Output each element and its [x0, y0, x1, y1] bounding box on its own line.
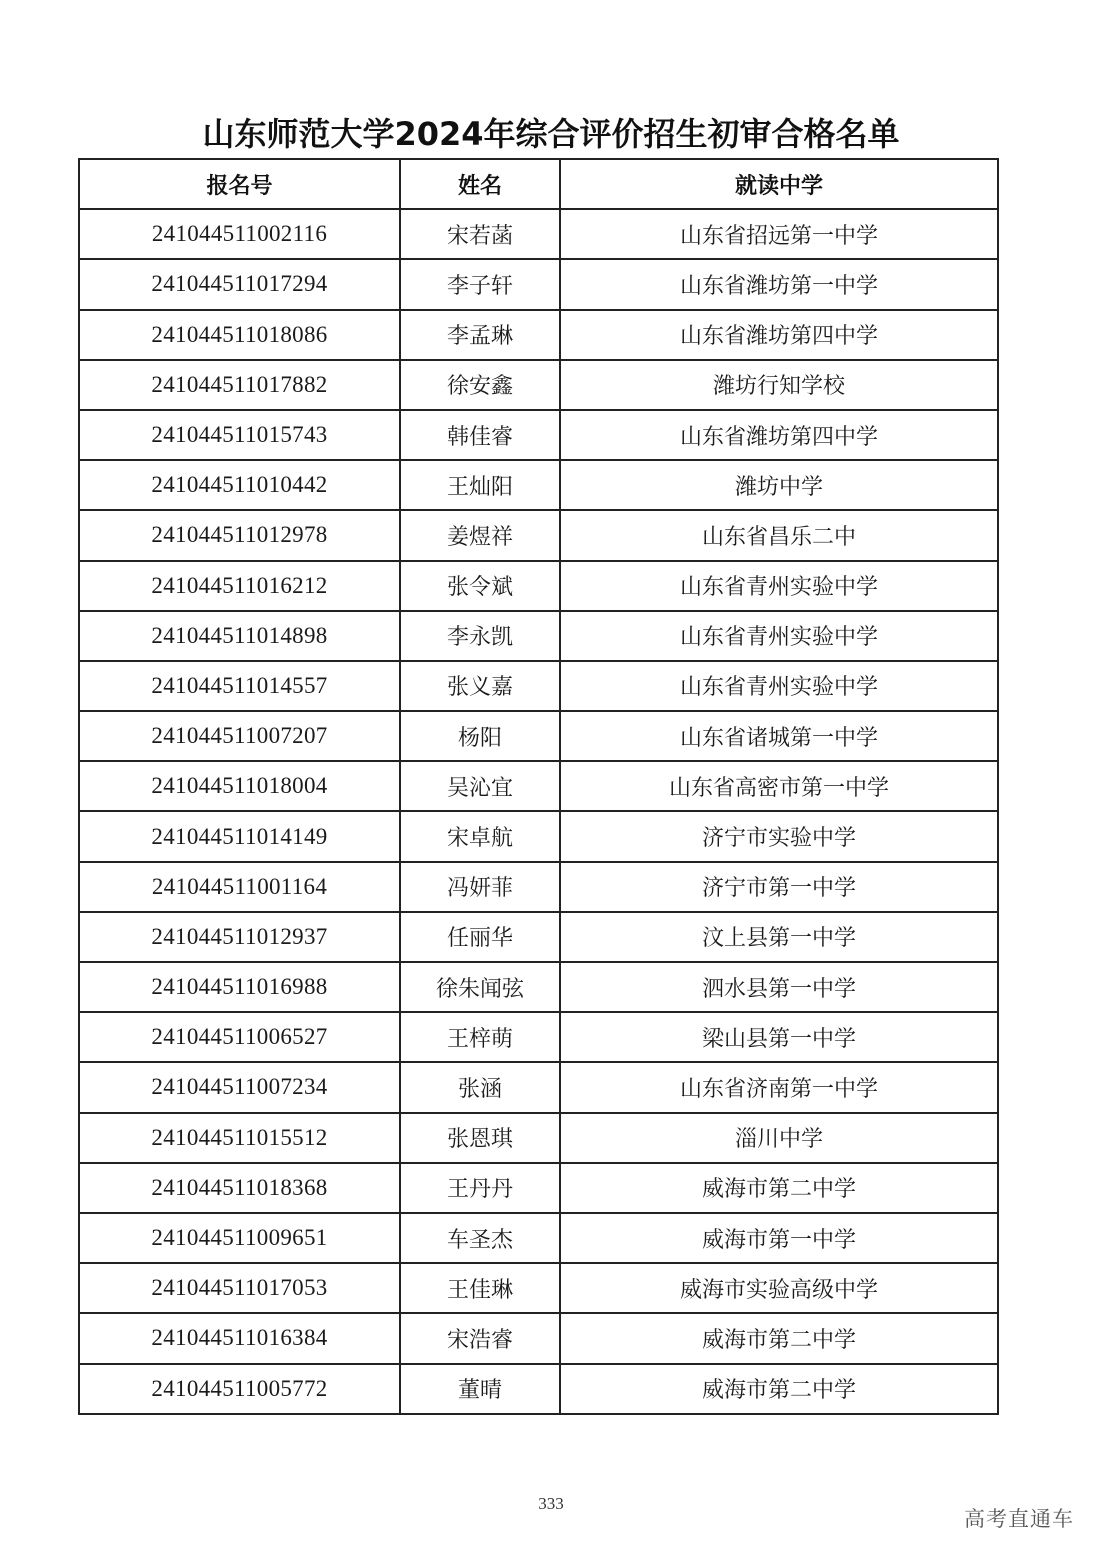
admission-list-table — [78, 158, 999, 1415]
student-name-cell: 王灿阳 — [400, 460, 560, 510]
registration-number-cell: 241044511001164 — [79, 862, 400, 912]
school-name-cell: 潍坊中学 — [560, 460, 998, 510]
table-row — [79, 1313, 998, 1363]
school-name-cell: 威海市实验高级中学 — [560, 1263, 998, 1313]
table-row — [79, 1012, 998, 1062]
registration-number-cell: 241044511002116 — [79, 209, 400, 259]
registration-number-cell: 241044511009651 — [79, 1213, 400, 1263]
student-name-cell: 董晴 — [400, 1364, 560, 1414]
table-row — [79, 259, 998, 309]
student-name-cell: 杨阳 — [400, 711, 560, 761]
registration-number-cell: 241044511017294 — [79, 259, 400, 309]
registration-number-cell: 241044511014557 — [79, 661, 400, 711]
school-name-cell: 山东省昌乐二中 — [560, 510, 998, 560]
student-name-cell: 张恩琪 — [400, 1113, 560, 1163]
registration-number-cell: 241044511018086 — [79, 310, 400, 360]
student-name-cell: 宋若菡 — [400, 209, 560, 259]
school-name-cell: 济宁市第一中学 — [560, 862, 998, 912]
registration-number-cell: 241044511017882 — [79, 360, 400, 410]
student-name-cell: 王丹丹 — [400, 1163, 560, 1213]
registration-number-cell: 241044511006527 — [79, 1012, 400, 1062]
document-title: 山东师范大学2024年综合评价招生初审合格名单 — [202, 115, 900, 153]
school-name-cell: 威海市第二中学 — [560, 1163, 998, 1213]
student-name-cell: 张令斌 — [400, 561, 560, 611]
student-name-cell: 张义嘉 — [400, 661, 560, 711]
registration-number-cell: 241044511012937 — [79, 912, 400, 962]
registration-number-cell: 241044511014149 — [79, 811, 400, 861]
school-name-cell: 山东省潍坊第一中学 — [560, 259, 998, 309]
table-row — [79, 611, 998, 661]
school-name-cell: 山东省潍坊第四中学 — [560, 310, 998, 360]
student-name-cell: 姜煜祥 — [400, 510, 560, 560]
school-name-cell: 山东省青州实验中学 — [560, 561, 998, 611]
student-name-cell: 宋浩睿 — [400, 1313, 560, 1363]
registration-number-cell: 241044511007234 — [79, 1062, 400, 1112]
school-name-cell: 威海市第一中学 — [560, 1213, 998, 1263]
registration-number-cell: 241044511015743 — [79, 410, 400, 460]
registration-number-cell: 241044511016212 — [79, 561, 400, 611]
table-row — [79, 912, 998, 962]
school-name-cell: 山东省招远第一中学 — [560, 209, 998, 259]
table-row — [79, 761, 998, 811]
header-name: 姓名 — [400, 159, 560, 209]
registration-number-cell: 241044511016384 — [79, 1313, 400, 1363]
student-name-cell: 李子轩 — [400, 259, 560, 309]
school-name-cell: 山东省潍坊第四中学 — [560, 410, 998, 460]
table-row — [79, 811, 998, 861]
table-row — [79, 360, 998, 410]
table-row — [79, 561, 998, 611]
school-name-cell: 山东省高密市第一中学 — [560, 761, 998, 811]
school-name-cell: 泗水县第一中学 — [560, 962, 998, 1012]
table-row — [79, 1113, 998, 1163]
student-name-cell: 任丽华 — [400, 912, 560, 962]
school-name-cell: 济宁市实验中学 — [560, 811, 998, 861]
watermark-logo-text: 高考直通车 — [964, 1507, 1074, 1531]
school-name-cell: 威海市第二中学 — [560, 1313, 998, 1363]
student-name-cell: 韩佳睿 — [400, 410, 560, 460]
table-row — [79, 862, 998, 912]
table-row — [79, 1163, 998, 1213]
table-row — [79, 661, 998, 711]
student-name-cell: 张涵 — [400, 1062, 560, 1112]
school-name-cell: 汶上县第一中学 — [560, 912, 998, 962]
student-name-cell: 徐朱闻弦 — [400, 962, 560, 1012]
table-row — [79, 962, 998, 1012]
registration-number-cell: 241044511017053 — [79, 1263, 400, 1313]
school-name-cell: 山东省诸城第一中学 — [560, 711, 998, 761]
table-row — [79, 1213, 998, 1263]
registration-number-cell: 241044511007207 — [79, 711, 400, 761]
header-school: 就读中学 — [560, 159, 998, 209]
registration-number-cell: 241044511018004 — [79, 761, 400, 811]
school-name-cell: 山东省青州实验中学 — [560, 661, 998, 711]
table-row — [79, 510, 998, 560]
student-name-cell: 李孟琳 — [400, 310, 560, 360]
student-name-cell: 徐安鑫 — [400, 360, 560, 410]
table-row — [79, 1263, 998, 1313]
table-body — [79, 209, 998, 1414]
table-row — [79, 711, 998, 761]
school-name-cell: 淄川中学 — [560, 1113, 998, 1163]
registration-number-cell: 241044511018368 — [79, 1163, 400, 1213]
table-header-row — [79, 159, 998, 209]
student-name-cell: 车圣杰 — [400, 1213, 560, 1263]
table-row — [79, 310, 998, 360]
page-number: 333 — [538, 1494, 564, 1513]
table-row — [79, 460, 998, 510]
student-name-cell: 王梓萌 — [400, 1012, 560, 1062]
school-name-cell: 山东省青州实验中学 — [560, 611, 998, 661]
school-name-cell: 潍坊行知学校 — [560, 360, 998, 410]
registration-number-cell: 241044511005772 — [79, 1364, 400, 1414]
registration-number-cell: 241044511015512 — [79, 1113, 400, 1163]
registration-number-cell: 241044511014898 — [79, 611, 400, 661]
school-name-cell: 威海市第二中学 — [560, 1364, 998, 1414]
table-row — [79, 1364, 998, 1414]
student-name-cell: 李永凯 — [400, 611, 560, 661]
registration-number-cell: 241044511010442 — [79, 460, 400, 510]
student-name-cell: 王佳琳 — [400, 1263, 560, 1313]
student-name-cell: 吴沁宜 — [400, 761, 560, 811]
student-name-cell: 宋卓航 — [400, 811, 560, 861]
table-row — [79, 410, 998, 460]
registration-number-cell: 241044511012978 — [79, 510, 400, 560]
school-name-cell: 山东省济南第一中学 — [560, 1062, 998, 1112]
student-name-cell: 冯妍菲 — [400, 862, 560, 912]
school-name-cell: 梁山县第一中学 — [560, 1012, 998, 1062]
table-row — [79, 1062, 998, 1112]
header-registration-number: 报名号 — [79, 159, 400, 209]
table-row — [79, 209, 998, 259]
registration-number-cell: 241044511016988 — [79, 962, 400, 1012]
